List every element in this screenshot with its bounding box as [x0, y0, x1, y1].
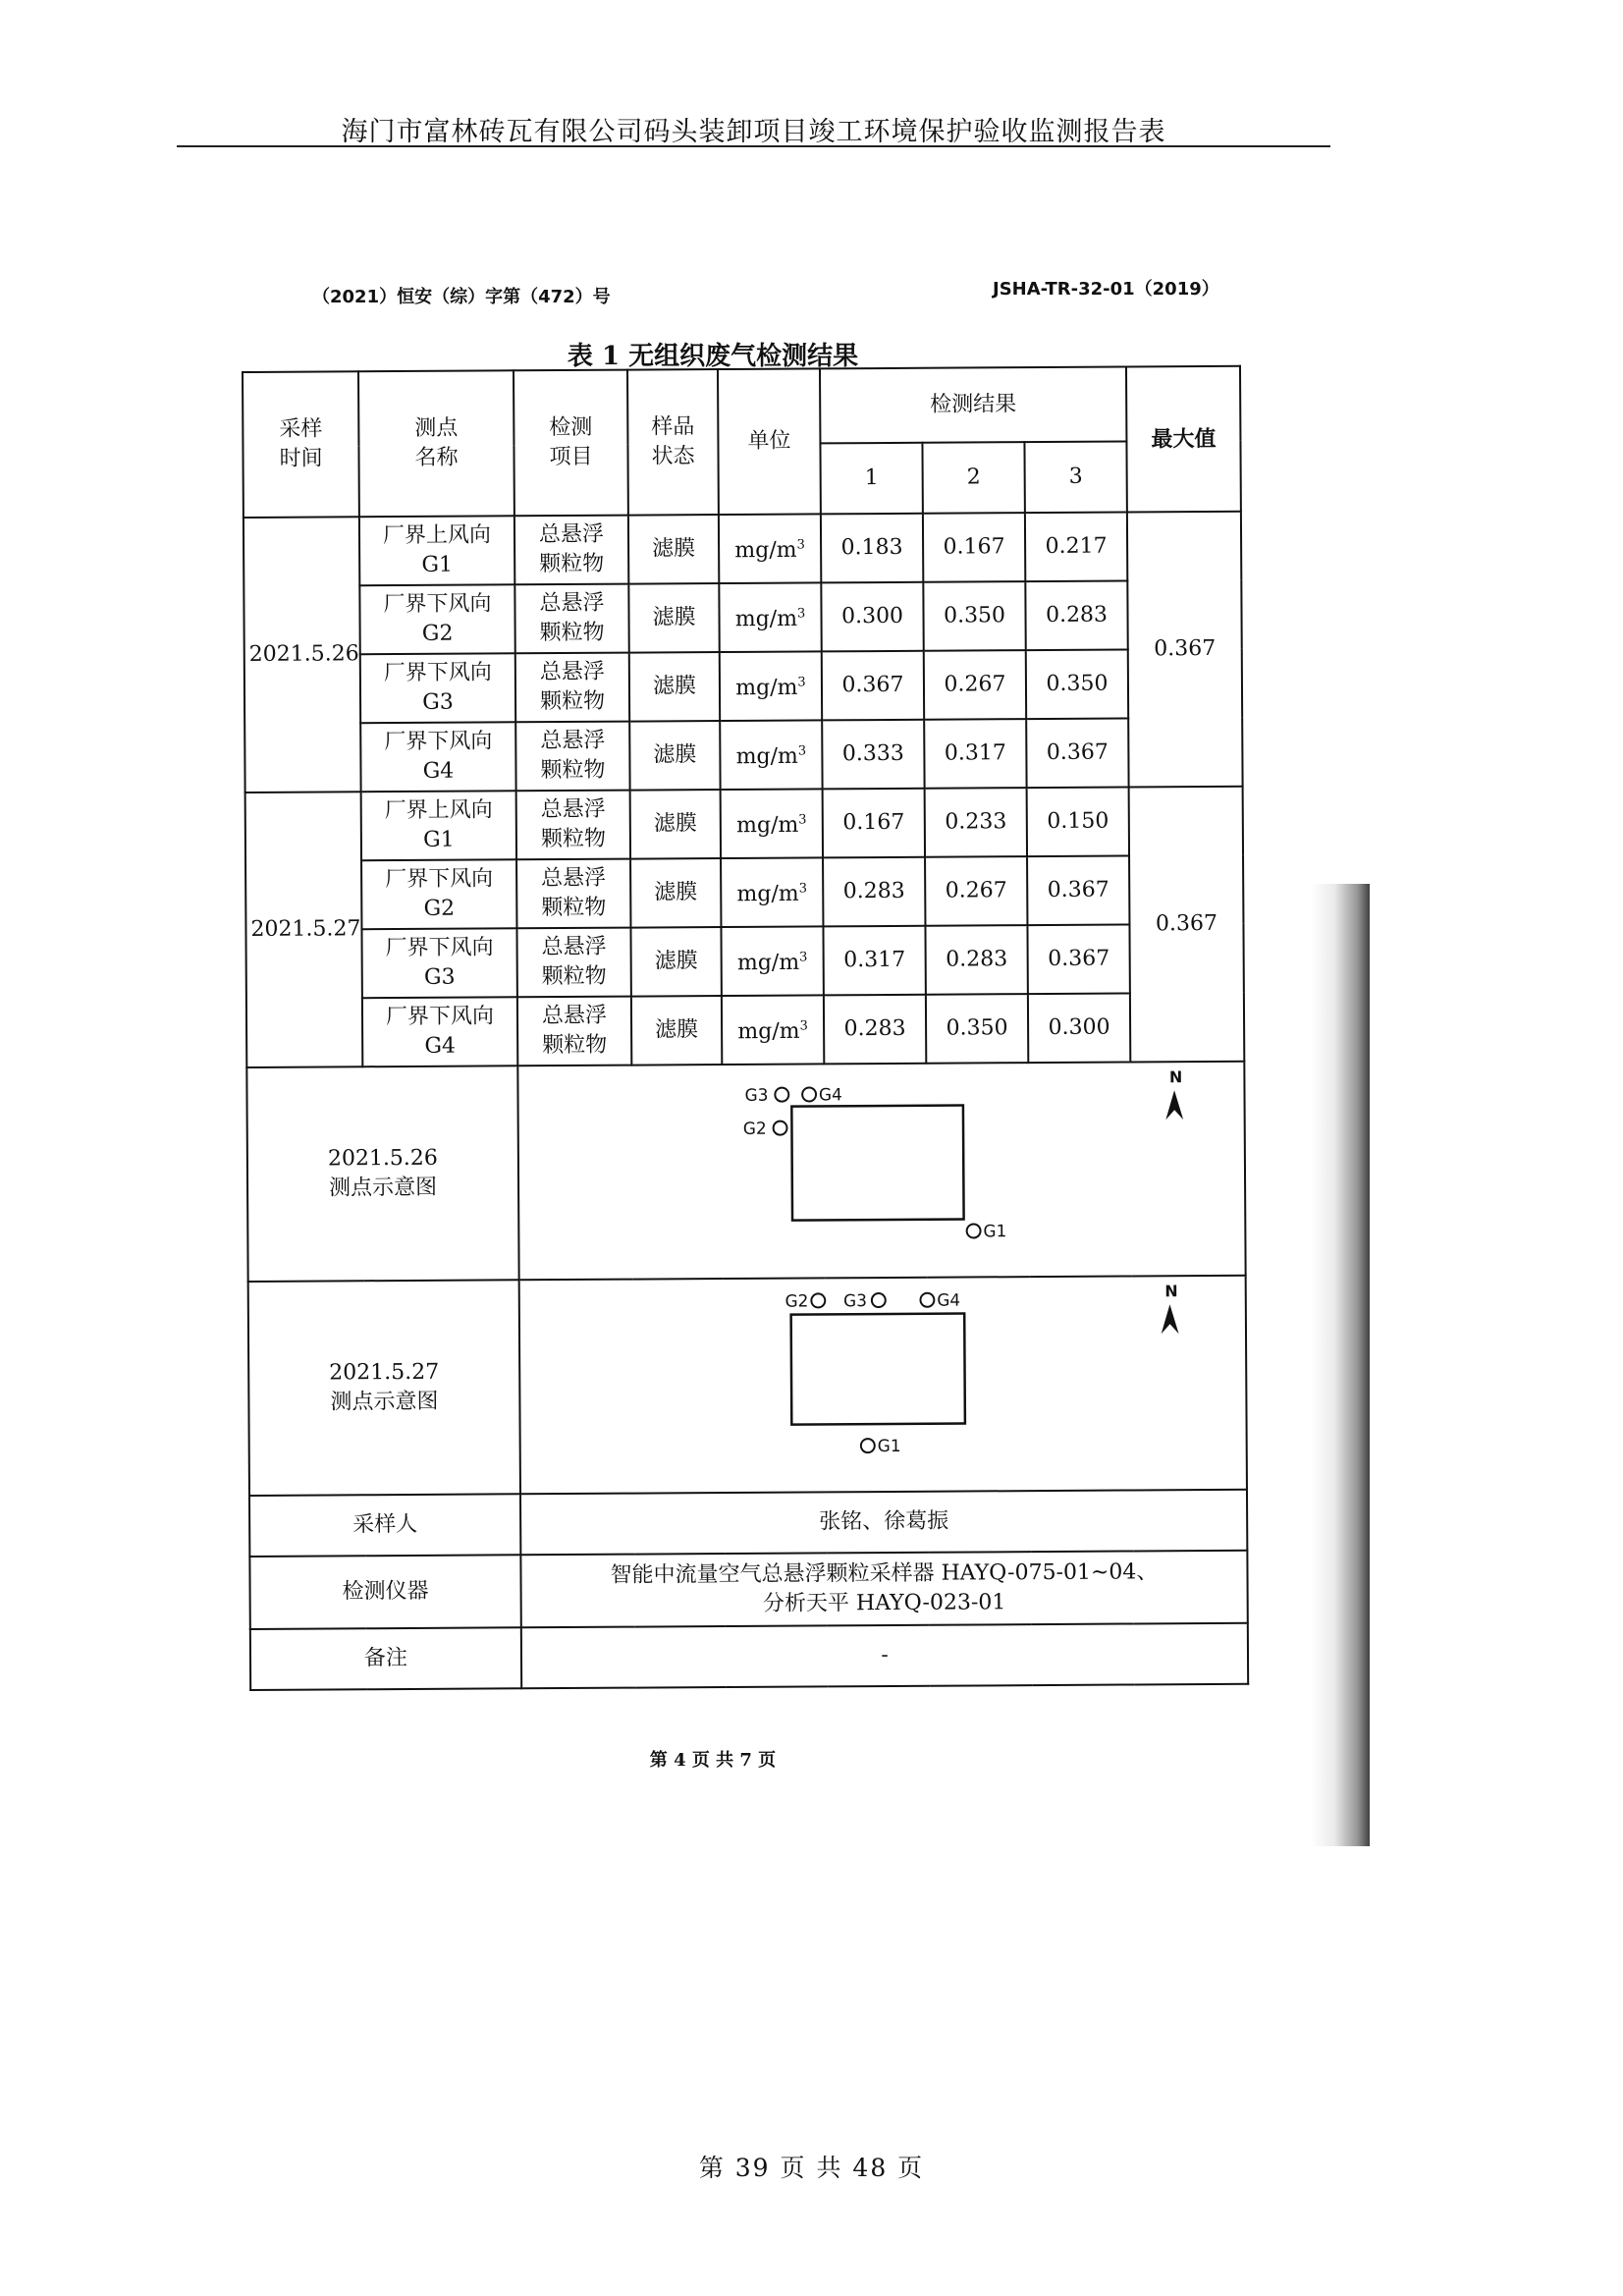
map-diagram-1 [517, 1062, 1245, 1281]
point-g2-label: G2 [742, 1118, 767, 1138]
scan-shadow [1311, 884, 1370, 1846]
site-boundary [791, 1314, 965, 1425]
result-2: 0.267 [925, 856, 1027, 926]
map-label-1: 2021.5.26 测点示意图 [246, 1066, 518, 1282]
north-arrow-icon [1165, 1090, 1183, 1120]
result-1: 0.300 [821, 582, 923, 652]
table-row [245, 855, 1243, 930]
unit: $mg/m^3$ [719, 514, 821, 583]
point-name: 厂界上风向 G1 [359, 516, 514, 585]
table-row [244, 718, 1242, 793]
unit: $mg/m^3$ [722, 995, 824, 1065]
result-3: 0.367 [1027, 855, 1129, 925]
results-body [243, 512, 1244, 1067]
point-g2-marker [811, 1293, 825, 1307]
report-number: （2021）恒安（综）字第（472）号 [312, 287, 611, 307]
unit: $mg/m^3$ [720, 651, 822, 721]
north-label: N [1164, 1282, 1178, 1301]
point-name: 厂界下风向 G3 [361, 928, 516, 998]
point-g4-marker [802, 1087, 816, 1101]
max-value: 0.367 [1129, 787, 1245, 1063]
table-row [243, 512, 1241, 586]
test-item: 总悬浮 颗粒物 [516, 928, 630, 998]
result-1: 0.283 [823, 857, 925, 927]
result-1: 0.167 [823, 789, 925, 858]
sample-date: 2021.5.27 [245, 792, 363, 1067]
test-item: 总悬浮 颗粒物 [517, 997, 631, 1066]
result-3: 0.283 [1025, 580, 1127, 650]
result-3: 0.367 [1027, 924, 1129, 994]
point-name: 厂界下风向 G2 [361, 859, 516, 929]
point-g3-label: G3 [744, 1084, 769, 1105]
result-1: 0.333 [822, 720, 924, 790]
header-result-1: 1 [820, 443, 922, 515]
header-results: 检测结果 [820, 366, 1126, 443]
result-2: 0.283 [925, 925, 1027, 995]
unit: $mg/m^3$ [721, 857, 823, 927]
sample-state: 滤膜 [630, 927, 721, 997]
unit: $mg/m^3$ [720, 720, 822, 790]
result-1: 0.283 [824, 995, 926, 1065]
header-state: 样品 状态 [627, 369, 719, 516]
inner-page-number: 第 4 页 共 7 页 [649, 1750, 777, 1771]
header-time: 采样 时间 [243, 371, 359, 518]
test-item: 总悬浮 颗粒物 [515, 653, 629, 723]
north-label: N [1168, 1067, 1183, 1087]
sample-state: 滤膜 [631, 996, 722, 1066]
sample-state: 滤膜 [628, 583, 719, 653]
result-3: 0.217 [1025, 512, 1127, 581]
site-boundary [791, 1106, 963, 1221]
point-g3-marker [775, 1088, 788, 1102]
table-row [246, 993, 1244, 1067]
max-value: 0.367 [1127, 512, 1243, 788]
header-item: 检测 项目 [514, 370, 628, 517]
result-2: 0.317 [924, 719, 1026, 789]
point-g2-label: G2 [784, 1290, 809, 1311]
point-g1-marker [967, 1224, 981, 1237]
sampler-value: 张铭、徐葛振 [520, 1490, 1247, 1556]
point-g1-marker [861, 1439, 875, 1452]
result-3: 0.300 [1028, 993, 1130, 1063]
result-1: 0.317 [823, 926, 925, 996]
result-2: 0.350 [926, 994, 1028, 1064]
result-1: 0.367 [822, 651, 924, 721]
table-row [245, 787, 1243, 861]
test-item: 总悬浮 颗粒物 [514, 516, 628, 585]
point-g3-label: G3 [843, 1290, 867, 1311]
sample-state: 滤膜 [630, 790, 721, 859]
sampler-label: 采样人 [249, 1494, 520, 1557]
point-name: 厂界下风向 G2 [359, 584, 514, 654]
test-item: 总悬浮 颗粒物 [516, 859, 630, 929]
header-unit: 单位 [718, 368, 821, 515]
test-item: 总悬浮 颗粒物 [515, 722, 629, 792]
header-max: 最大值 [1126, 366, 1241, 513]
scanned-report-page [222, 253, 1361, 1864]
report-code: JSHA-TR-32-01（2019） [993, 279, 1219, 300]
unit: $mg/m^3$ [721, 789, 823, 858]
point-g4-label: G4 [818, 1084, 842, 1105]
table-row [245, 924, 1243, 999]
point-g4-marker [920, 1293, 934, 1307]
sample-date: 2021.5.26 [243, 517, 361, 793]
site-map-2 [520, 1277, 1246, 1494]
result-1: 0.183 [821, 514, 923, 583]
header-result-2: 2 [922, 442, 1024, 514]
sample-state: 滤膜 [628, 515, 719, 584]
point-g1-label: G1 [877, 1435, 901, 1456]
sample-state: 滤膜 [629, 721, 720, 791]
result-2: 0.267 [924, 650, 1026, 720]
result-2: 0.167 [923, 513, 1025, 582]
header-rule [177, 145, 1330, 147]
result-3: 0.150 [1027, 787, 1129, 856]
table-title: 表 1 无组织废气检测结果 [567, 342, 859, 371]
header-result-3: 3 [1024, 441, 1126, 513]
map-label-2: 2021.5.27 测点示意图 [248, 1280, 520, 1496]
result-2: 0.233 [925, 788, 1027, 857]
instrument-value: 智能中流量空气总悬浮颗粒采样器 HAYQ-075-01~04、 分析天平 HAYQ-023-01 [520, 1551, 1247, 1628]
test-item: 总悬浮 颗粒物 [516, 791, 630, 860]
header-point: 测点 名称 [358, 370, 514, 517]
page-header-title: 海门市富林砖瓦有限公司码头装卸项目竣工环境保护验收监测报告表 [341, 117, 1166, 147]
page-number: 第 39 页 共 48 页 [698, 2154, 925, 2182]
point-g2-marker [774, 1121, 787, 1135]
table-row [243, 580, 1241, 655]
result-3: 0.367 [1026, 718, 1128, 788]
sample-state: 滤膜 [630, 858, 721, 928]
unit: $mg/m^3$ [719, 582, 821, 652]
instrument-label: 检测仪器 [249, 1555, 520, 1629]
result-2: 0.350 [923, 581, 1025, 651]
site-map-1 [518, 1063, 1244, 1280]
map-diagram-2 [519, 1276, 1247, 1495]
sample-state: 滤膜 [629, 652, 720, 722]
point-name: 厂界下风向 G3 [360, 653, 515, 723]
point-name: 厂界上风向 G1 [361, 791, 516, 860]
table-row [244, 649, 1242, 724]
remark-value: - [521, 1623, 1248, 1689]
remark-label: 备注 [250, 1627, 521, 1690]
point-g1-label: G1 [983, 1221, 1007, 1241]
result-3: 0.350 [1026, 649, 1128, 719]
results-table [242, 365, 1249, 1691]
point-g4-label: G4 [937, 1289, 961, 1310]
point-name: 厂界下风向 G4 [360, 722, 515, 792]
north-arrow-icon [1162, 1304, 1179, 1334]
test-item: 总悬浮 颗粒物 [514, 584, 628, 654]
point-g3-marker [872, 1293, 886, 1307]
unit: $mg/m^3$ [721, 926, 823, 996]
point-name: 厂界下风向 G4 [362, 997, 517, 1066]
